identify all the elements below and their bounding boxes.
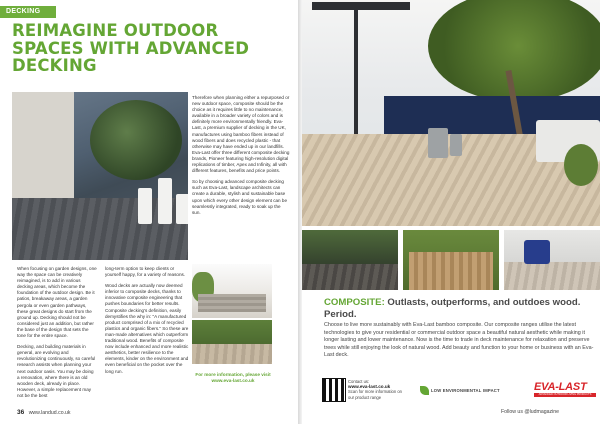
brand-name: EVA-LAST: [534, 381, 587, 393]
more-info-link[interactable]: For more information, please visit www.eva-last.co.uk: [195, 372, 271, 383]
contact-label: Contact us:: [348, 379, 370, 384]
thumb-photo-dark-deck: [302, 230, 398, 290]
impact-label: LOW ENVIRONMENTAL IMPACT: [431, 388, 500, 393]
eva-last-logo: [534, 381, 596, 397]
page-number: 36: [17, 409, 25, 416]
qr-code-icon[interactable]: [322, 378, 346, 402]
steps-deck-photo: [192, 264, 272, 318]
paragraph: So by choosing advanced composite decking such as Eva-Last, landscape architects can create a durable, stylish and sustainable base upon which every other design element can be seamlessly integrated, ready to soak up the sun.: [192, 179, 287, 215]
leaf-icon: [420, 386, 429, 395]
thumb-photo-chair-deck: [504, 230, 600, 290]
article-column-2: [105, 266, 189, 380]
article-column-1: [17, 266, 97, 404]
left-page: [0, 0, 298, 424]
paragraph: When focusing on garden designs, one way the space can be creatively reimagined, is to add in various decking areas, which become the foundation of the outdoor design. Be it patios, breakaway areas, a garden pergola or even garden pathways, these great designs do start from the ground up. Decking should not be considered just an addition, but rather the base of the design that sets the tone for the entire space.: [17, 266, 97, 339]
footer-right: Follow us @ludmagazine: [501, 409, 560, 415]
composite-headline: [324, 297, 594, 321]
composite-headline-prefix: COMPOSITE:: [324, 297, 385, 308]
paragraph: Wood decks are actually now deemed inferior to composite decks, thanks to innovative composite engineering that pushes boundaries for better results. Composite decking's definition, easily demystifies the why in: "A manufactured product comprised of a mix of recycled plastics and organic fibers." So these are man-made alternatives which outperform traditional wood. Benefits of composite now include enhanced and more realistic aesthetics, better resilience to the elements, kinder on the environment and even beneficial on the pocket over the long run.: [105, 283, 189, 374]
contact-block: [348, 379, 408, 400]
footer-site[interactable]: www.landud.co.uk: [28, 410, 71, 416]
paragraph: Decking, and building materials in general, are evolving and revolutionizing continuously, so careful research assists when planning your next outdoor oasis. You may be doing a renovation, where there is an old wooden deck, already in place. However, a simple replacement may not be the best: [17, 344, 96, 398]
composite-headline-rest: Outlasts, outperforms, and outdoes wood. Period.: [324, 297, 581, 320]
composite-body: Choose to live more sustainably with Eva-Last bamboo composite. Our composite ranges utilise the latest technologies to give your residential or commercial outdoor space a beautiful natural aesthetic while making it longer lasting and lower maintenance. Now is the time to trade in deck maintenance for relaxation and preserve trees while still enjoying the look of natural wood. Add beauty and function to your home or business with an Eva-Last deck.: [324, 322, 594, 359]
right-page: [302, 0, 600, 424]
hero-garden-photo: [302, 0, 600, 226]
footer-left: [17, 409, 71, 416]
thumb-photo-boardwalk: [403, 230, 499, 290]
paragraph: Therefore when planning either a repurposed or new outdoor space, composite should be the choice as it requires little to no maintenance, available in a broader variety of colors and is definitely more environmentally friendly. Eva-Last, a premium supplier of decking in the UK, manufactures using bamboo fibers instead of wood fibers and does recycled plastic - that otherwise may have ended up in our landfills. Eva-Last offer three different composite decking brands, Pioneer featuring high-resolution digital replications of timber, Apex and Infinity, all with different features, benefits and price points.: [192, 95, 290, 174]
article-column-3: [192, 95, 290, 221]
garden-deck-photo: [12, 92, 188, 260]
scan-text: Scan for more information on our product range: [348, 389, 402, 400]
paragraph: long-term option to keep clients or yourself happy, for a variety of reasons.: [105, 266, 186, 278]
article-headline: REIMAGINE OUTDOOR SPACES WITH ADVANCED DECKING: [12, 21, 250, 75]
contact-site[interactable]: www.eva-last.co.uk: [348, 384, 391, 390]
brand-tagline: ADVANCED OUTDOOR LIVING PRODUCTS: [534, 393, 596, 397]
section-tag: DECKING: [0, 6, 56, 18]
lawn-deck-photo: [192, 320, 272, 364]
